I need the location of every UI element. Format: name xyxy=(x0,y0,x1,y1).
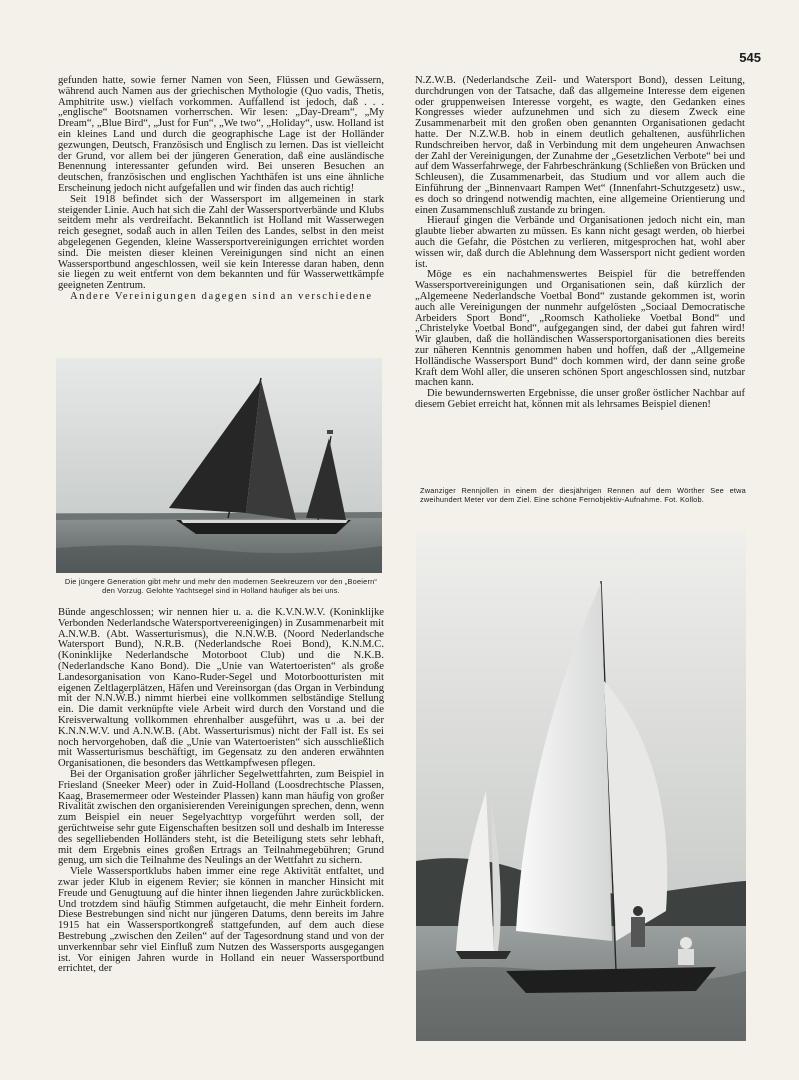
paragraph: Bei der Organisation großer jährlicher Segelwettfahrten, zum Beispiel in Friesland (Sneeker Meer) oder in Zuid-Holland (Loosdrechtsche Plassen, Kaag, Brasemermeer oder Westeinder Plassen) kann man häufig von großer Rivalität zwischen den organisierenden Vereinigungen sprechen, denn, wenn zum Beispiel ein neuer Segelyachttyp vorgeführt werden soll, der gerüchtweise sehr gute Eigenschaften besitzen soll und deshalb im Interesse des segelliebenden Holländers steht, ist die Beteiligung stets sehr lebhaft, mit dem Ergebnis eines großen Ertrags an Teilnahmegebühren; Grund genug, um sich die Teilnahme des Neulings an der Wettfahrt zu sichern. xyxy=(58,768,384,867)
photo-sailing-yacht xyxy=(56,358,382,573)
left-column-top-text xyxy=(58,76,384,303)
dinghy-photo-illustration xyxy=(416,531,746,1041)
paragraph: Viele Wassersportklubs haben immer eine rege Aktivität entfaltet, und zwar jeder Klub in eigenem Revier; sie können in mancher Hinsicht mit Freude und Genugtuung auf die hinter ihnen liegenden Jahre zurückblicken. Und trotzdem sind häufig Stimmen aufgetaucht, die mehr Einheit fordern. Diese Bestrebungen sind nicht nur jüngeren Datums, denn bereits im Jahre 1915 hat ein Wassersportkongreß stattgefunden, auf dem auch diese Bestrebung „zwischen den Zeilen“ auf der Tagesordnung stand und von der unverkennbar sehr viel Einfluß zum Nutzen des Wassersports ausgegangen ist. Vor einigen Jahren wurde in Holland ein neuer Wassersportbund errichtet, der xyxy=(58,866,384,975)
paragraph: gefunden hatte, sowie ferner Namen von Seen, Flüssen und Gewässern, während auch Namen aus der griechischen Mythologie (Quo vadis, Thetis, Amphitrite usw.) vielfach vorkommen. Auffallend ist jedoch, daß . . . „englische“ Bootsnamen vorherrschen. Wir lesen: „Day-Dream“, „My Dream“, „Blue Bird“, „Just for Fun“, „We two“, „Holiday“, usw. Holland ist ein kleines Land und durch die geographische Lage ist der Holländer gezwungen, Deutsch, Französisch und Englisch zu lernen. Das ist vielleicht der Grund, vor allem bei der jüngeren Generation, daß eine ausländische Benennung interessanter gefunden wird. Bei unseren Besuchen an deutschen, französischen und englischen Yachthäfen ist uns eine ähnliche Erscheinung jedoch nicht aufgefallen und wir finden das auch richtig! xyxy=(58,75,384,194)
photo-racing-dinghies xyxy=(416,531,746,1041)
paragraph: Die bewundernswerten Ergebnisse, die unser großer östlicher Nachbar auf diesem Gebiet erreicht hat, können mit als lehrsames Beispiel dienen! xyxy=(415,388,745,410)
yacht-photo-illustration xyxy=(56,358,382,573)
paragraph: N.Z.W.B. (Nederlandsche Zeil- und Watersport Bond), dessen Leitung, durchdrungen von der Tatsache, daß das allgemeine Interesse dem eigenen oder gruppenweisen Interesse vorgeht, es wagte, den Gedanken eines Kongresses wieder aufzunehmen und sich zu diesem Zweck eine Zusammenarbeit mit den großen oben genannten Organisationen gedacht hatte. Der N.Z.W.B. hob in einem deutlich gehaltenen, ausführlichen Rundschreiben hervor, daß in Verbindung mit dem ungeheuren Anwachsen der Zahl der Vereinigungen, der Zunahme der „Gesetzlichen Verbote“ bei und auf dem Wasserfahrwege, der Fahrbeschränkung (Schließen von Brücken und Schleusen), die Zusammenarbeit, das Studium und vor allem auch die Einführung der „Binnenvaart Rampen Wet“ (Innenfahrt-Schutzgesetz) usw., es doch so dringend notwendig machten, eine allgemeine Orientierung und einen Zusammenschluß zustande zu bringen. xyxy=(415,75,745,216)
photo-caption-right: Zwanziger Rennjollen in einem der diesjährigen Rennen auf dem Wörther See etwa zweihundert Meter vor dem Ziel. Eine schöne Fernobjektiv-Aufnahme. Fot. Kollob. xyxy=(420,486,746,504)
photo-caption-left: Die jüngere Generation gibt mehr und mehr den modernen Seekreuzern vor den „Boeiern“ den Vorzug. Gelohte Yachtsegel sind in Holland häufiger als bei uns. xyxy=(64,577,378,595)
right-column-text xyxy=(415,76,745,411)
paragraph: Andere Vereinigungen dagegen sind an verschiedene xyxy=(70,290,373,302)
page-number: 545 xyxy=(739,50,761,65)
paragraph: Bünde angeschlossen; wir nennen hier u. a. die K.V.N.W.V. (Koninklijke Verbonden Nederlandsche Watersportvereenigingen) in Zusammenarbeit mit A.N.W.B. (Abt. Wasserturismus), die N.N.W.B. (Noord Nederlandsche Watersport Bund), N.R.B. (Nederlandsche Roei Bond), K.N.M.C. (Koninklijke Nederlandsche Motorboot Club) und die N.K.B. (Nederlandsche Kano Bond). Die „Unie van Watertoeristen“ als große Landesorganisation von Kano-Ruder-Segel und Motorbootturisten mit eigenen Zeltlagerplätzen, Häfen und Vereinsorgan (das Organ in Verbindung mit der N.N.W.B.) nimmt hierbei eine vollkommen selbständige Stellung ein. Die damit verknüpfte viele Arbeit wird durch den Vorstand und die Kreisverwaltung vollkommen ehrenhalber ausgeführt, was u .a. bei der K.N.N.W.V. und A.N.W.B. (Abt. Wasserturismus) nicht der Fall ist. Es sei noch hervorgehoben, daß die „Unie van Watertoeristen“ sich ausschließlich mit Wasserturismus beschäftigt, im Gegensatz zu den anderen erwähnten Organisationen, die besonders das Wettkampfwesen pflegen. xyxy=(58,607,384,770)
paragraph: Möge es ein nachahmenswertes Beispiel für die betreffenden Wassersportvereinigungen und Organisationen sein, daß kürzlich der „Algemeene Nederlandsche Voetbal Bond“ zustande gekommen ist, worin auch alle Vereinigungen der nunmehr aufgelösten „Sociaal Democratische Arbeiders Sport Bond“, „Roomsch Katholieke Voetbal Bond“ und „Christelyke Voetbal Bond“, aufgegangen sind, der dabei gut fahren wird! Wir glauben, daß die holländischen Wassersportorganisationen dies bereits zur näheren Kenntnis genommen haben und hoffen, daß der „Allgemeine Holländische Wassersport Bund“ doch kommen wird, der dann seine große Kraft dem Wohl aller, die unseren schönen Sport angeschlossen sind, nutzbar machen kann. xyxy=(415,269,745,389)
left-column-bottom-text xyxy=(58,608,384,975)
paragraph: Seit 1918 befindet sich der Wassersport im allgemeinen in stark steigender Linie. Auch hat sich die Zahl der Wassersportverbände und Klubs seitdem mehr als verdreifacht. Bekanntlich ist Holland mit Wasserwegen reich gesegnet, sodaß auch in allen Teilen des Landes, selbst in den meist abgelegenen Gegenden, kleine Wassersportvereinigungen errichtet worden sind. Die meisten dieser kleinen Vereinigungen sind nicht an einen Wassersportbund angeschlossen, weil sie kein Interesse daran haben, denn sie liegen zu weit entfernt von dem bekannten und für Wasserwettkämpfe geeigneten Zentrum. xyxy=(58,193,384,292)
paragraph: Hierauf gingen die Verbände und Organisationen jedoch nicht ein, man glaubte lieber abwarten zu müssen. Es kann nicht gesagt werden, ob hierbei auch die Gefahr, die Pöstchen zu verlieren, mitgesprochen hat, wohl aber wissen wir, daß durch die Ablehnung dem Wassersport nicht gedient worden ist. xyxy=(415,215,745,270)
